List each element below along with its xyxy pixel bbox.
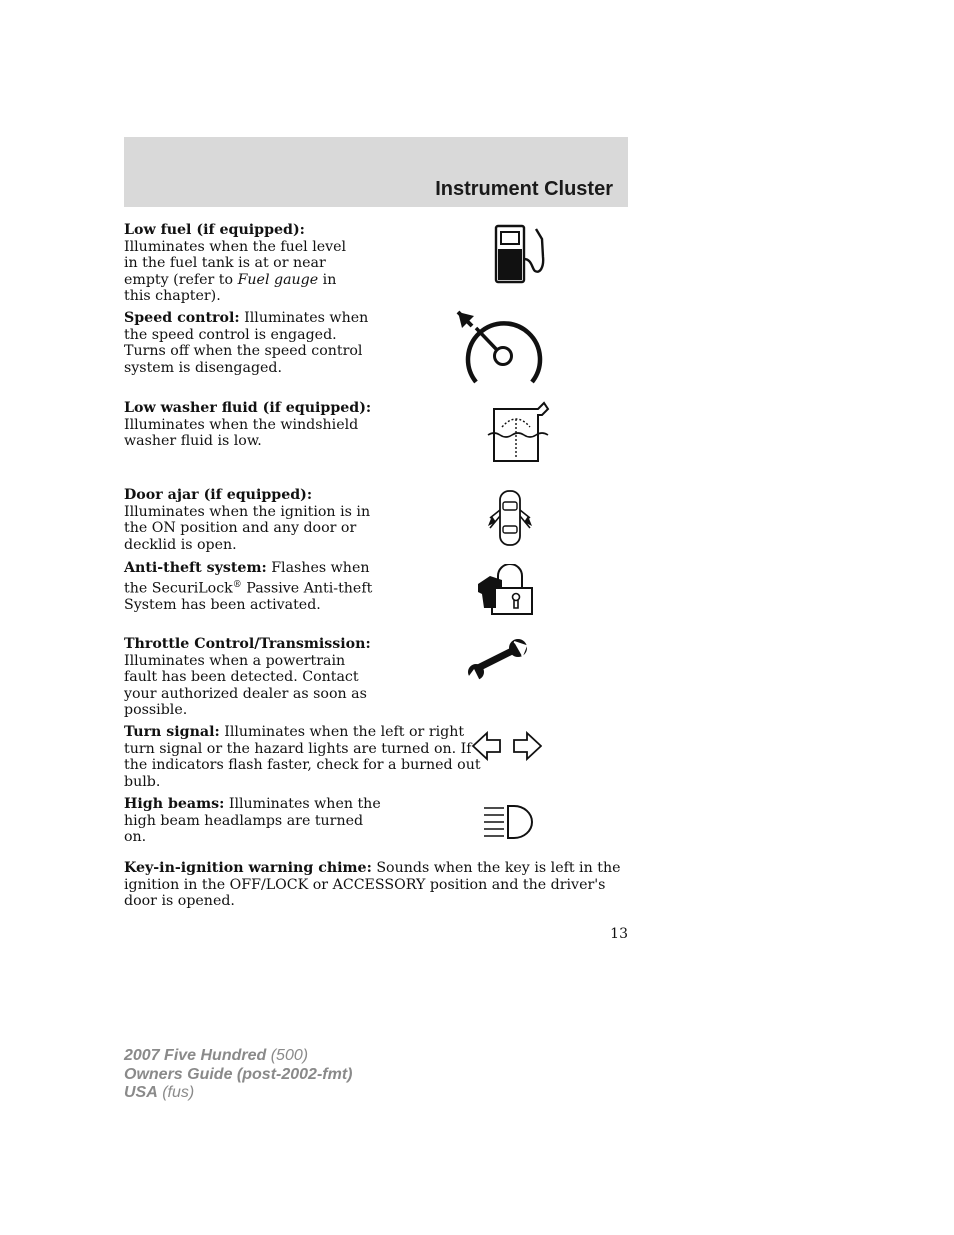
link-fuel-gauge: Fuel gauge <box>237 271 319 288</box>
entry-low-fuel: Low fuel (if equipped): Illuminates when the fuel level in the fuel tank is at or near empty (refer to Fuel gauge in this chapter). <box>124 222 347 304</box>
section-title: Instrument Cluster <box>435 178 613 200</box>
entry-title: Speed control: <box>124 310 240 326</box>
document-footer: 2007 Five Hundred (500) Owners Guide (post-2002-fmt) USA (fus) <box>124 1047 353 1101</box>
washer-fluid-icon <box>486 401 550 465</box>
entry-title: Throttle Control/Transmission: <box>124 636 371 652</box>
registered-mark: ® <box>232 579 242 590</box>
page-number: 13 <box>610 926 628 942</box>
speed-control-icon <box>456 310 548 390</box>
high-beam-icon <box>480 804 536 840</box>
entry-throttle: Throttle Control/Transmission: Illuminates when a powertrain fault has been detected. Contact your authorized dealer as soon as possible. <box>124 636 371 718</box>
fuel-pump-icon <box>492 223 548 285</box>
entry-door-ajar: Door ajar (if equipped): Illuminates when the ignition is in the ON position and any door or decklid is open. <box>124 487 371 553</box>
wrench-icon <box>466 638 532 686</box>
entry-title: Turn signal: <box>124 724 220 740</box>
entry-title: High beams: <box>124 796 225 812</box>
anti-theft-icon <box>476 564 536 616</box>
entry-title: Key-in-ignition warning chime: <box>124 860 372 876</box>
entry-anti-theft: Anti-theft system: Flashes when the SecuriLock® Passive Anti-theft System has been activated. <box>124 560 373 613</box>
turn-signal-icon <box>472 731 542 761</box>
entry-turn-signal: Turn signal: Illuminates when the left or right turn signal or the hazard lights are turned on. If the indicators flash faster, check for a burned out bulb. <box>124 724 481 790</box>
entry-title: Low fuel (if equipped): <box>124 222 305 238</box>
entry-key-chime: Key-in-ignition warning chime: Sounds when the key is left in the ignition in the OFF/LOCK or ACCESSORY position and the driver's door is opened. <box>124 860 621 909</box>
door-ajar-icon <box>486 488 534 548</box>
section-header-band <box>124 137 628 207</box>
entry-high-beams: High beams: Illuminates when the high beam headlamps are turned on. <box>124 796 381 845</box>
entry-title: Door ajar (if equipped): <box>124 487 313 503</box>
entry-speed-control: Speed control: Illuminates when the speed control is engaged. Turns off when the speed control system is disengaged. <box>124 310 369 376</box>
entry-title: Anti-theft system: <box>124 560 267 576</box>
entry-title: Low washer fluid (if equipped): <box>124 400 372 416</box>
entry-washer-fluid: Low washer fluid (if equipped): Illuminates when the windshield washer fluid is low. <box>124 400 372 449</box>
